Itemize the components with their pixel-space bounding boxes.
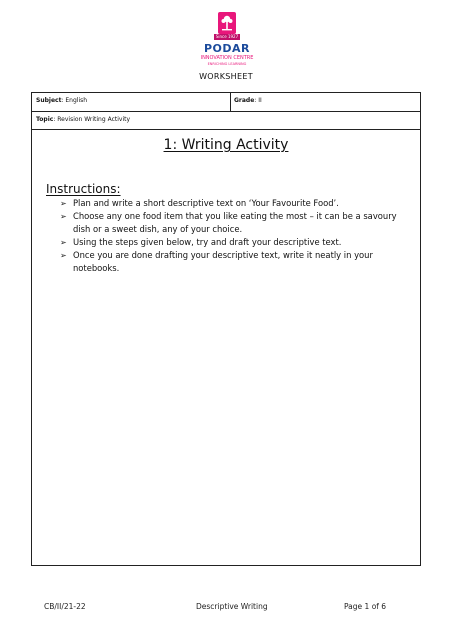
list-item bbox=[60, 210, 416, 236]
instructions-list bbox=[60, 197, 416, 275]
list-item bbox=[60, 236, 416, 249]
logo-subtitle: INNOVATION CENTRE bbox=[200, 55, 254, 61]
footer-page-number: Page 1 of 6 bbox=[344, 602, 387, 611]
grade-value: : II bbox=[254, 97, 262, 104]
worksheet-frame bbox=[31, 92, 421, 566]
instruction-text: Using the steps given below, try and draft your descriptive text. bbox=[73, 237, 342, 247]
page-title: 1: Writing Activity bbox=[163, 137, 289, 153]
arrow-bullet-icon: ➢ bbox=[60, 251, 67, 260]
instruction-text: Choose any one food item that you like eating the most – it can be a savoury dish or a sweet dish, any of your choice. bbox=[73, 211, 397, 234]
arrow-bullet-icon: ➢ bbox=[60, 212, 67, 221]
instruction-text: Once you are done drafting your descriptive text, write it neatly in your notebooks. bbox=[73, 250, 373, 273]
document-type-heading: WORKSHEET bbox=[199, 72, 253, 81]
grade-label: Grade bbox=[234, 97, 255, 104]
arrow-bullet-icon: ➢ bbox=[60, 238, 67, 247]
topic-label: Topic bbox=[36, 116, 54, 123]
topic-value: : Revision Writing Activity bbox=[53, 116, 131, 123]
subject-grade-row bbox=[32, 93, 420, 112]
list-item bbox=[60, 249, 416, 275]
instruction-text: Plan and write a short descriptive text on ‘Your Favourite Food’. bbox=[73, 198, 339, 208]
topic-row bbox=[32, 112, 420, 130]
logo-tagline: ENRICHING LEARNING bbox=[207, 62, 247, 66]
logo-name: PODAR bbox=[203, 42, 251, 55]
arrow-bullet-icon: ➢ bbox=[60, 199, 67, 208]
footer-code: CB/II/21-22 bbox=[44, 602, 86, 611]
grade-cell bbox=[234, 97, 262, 104]
subject-value: : English bbox=[61, 97, 88, 104]
list-item bbox=[60, 197, 416, 210]
logo-est-text: Since 1927 bbox=[215, 34, 239, 39]
podar-logo bbox=[196, 12, 258, 70]
subject-cell bbox=[36, 97, 87, 104]
cell-divider bbox=[230, 93, 231, 111]
instructions-heading: Instructions: bbox=[46, 182, 121, 196]
footer-title: Descriptive Writing bbox=[196, 602, 268, 611]
tree-icon bbox=[218, 12, 236, 34]
subject-label: Subject bbox=[36, 97, 62, 104]
topic-cell bbox=[36, 116, 130, 123]
